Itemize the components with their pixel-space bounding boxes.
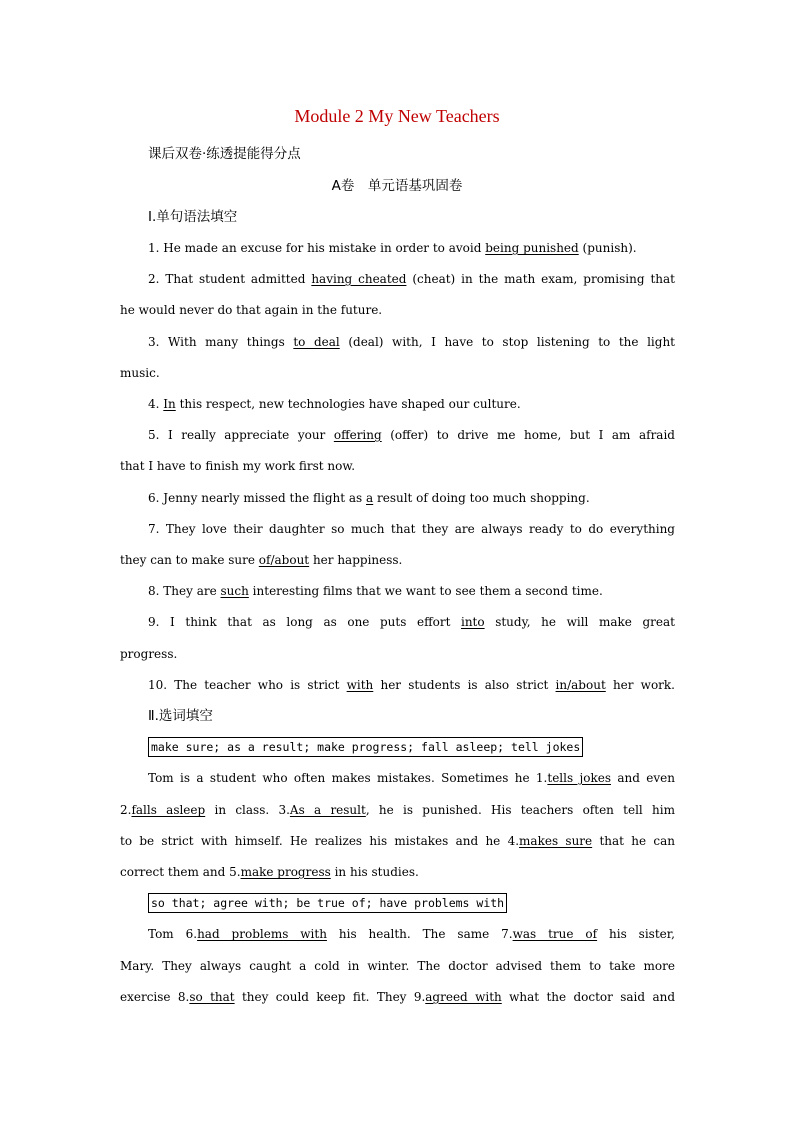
- answer: so that: [189, 990, 235, 1004]
- item-6: 6. Jenny nearly missed the flight as a result of doing too much shopping.: [148, 491, 590, 505]
- item-3: 3. With many things to deal (deal) with, I have to stop listening to the light: [148, 335, 676, 349]
- answer: being punished: [485, 241, 579, 255]
- passage2-line3: exercise 8.so that they could keep fit. They 9.agreed with what the doctor said and: [120, 990, 676, 1004]
- item-8: 8. They are such interesting films that we want to see them a second time.: [148, 584, 603, 598]
- item-5: 5. I really appreciate your offering (offer) to drive me home, but I am afraid: [148, 428, 675, 442]
- item-7-cont: they can to make sure of/about her happiness.: [120, 553, 403, 567]
- item-4: 4. In this respect, new technologies have shaped our culture.: [148, 397, 521, 411]
- item-7: 7. They love their daughter so much that they are always ready to do everything: [148, 522, 675, 536]
- answer: tells jokes: [547, 771, 611, 785]
- answer: As a result: [289, 803, 366, 817]
- item-9-cont: progress.: [120, 647, 178, 661]
- passage2-line1: Tom 6.had problems with his health. The same 7.was true of his sister,: [148, 927, 675, 941]
- answer: was true of: [512, 927, 598, 941]
- answer: of/about: [258, 553, 310, 567]
- item-9: 9. I think that as long as one puts effort into study, he will make great: [148, 615, 675, 629]
- answer: falls asleep: [131, 803, 206, 817]
- item-2: 2. That student admitted having cheated (cheat) in the math exam, promising that: [148, 272, 675, 286]
- page-title: Module 2 My New Teachers: [294, 106, 500, 126]
- section1-heading: Ⅰ.单句语法填空: [148, 209, 238, 225]
- subtitle: 课后双卷·练透提能得分点: [148, 146, 301, 162]
- item-5-cont: that I have to finish my work first now.: [120, 459, 356, 473]
- item-3-cont: music.: [120, 366, 160, 380]
- passage1-line2: 2.falls asleep in class. 3.As a result, he is punished. His teachers often tell him: [120, 803, 675, 817]
- answer: in/about: [555, 678, 606, 692]
- passage1-line1: Tom is a student who often makes mistakes. Sometimes he 1.tells jokes and even: [148, 771, 675, 785]
- answer: make progress: [240, 865, 331, 879]
- volume-heading: A卷 单元语基巩固卷: [331, 178, 463, 194]
- answer: having cheated: [311, 272, 407, 286]
- section2-heading: Ⅱ.选词填空: [148, 708, 213, 724]
- word-box-2: so that; agree with; be true of; have problems with: [148, 893, 507, 913]
- answer: In: [163, 397, 176, 411]
- passage2-line2: Mary. They always caught a cold in winter. The doctor advised them to take more: [120, 959, 675, 973]
- item-10: 10. The teacher who is strict with her students is also strict in/about her work.: [148, 678, 676, 692]
- answer: into: [460, 615, 485, 629]
- passage1-line4: correct them and 5.make progress in his studies.: [120, 865, 419, 879]
- answer: a: [366, 491, 374, 505]
- item-1: 1. He made an excuse for his mistake in order to avoid being punished (punish).: [148, 241, 637, 255]
- answer: agreed with: [425, 990, 502, 1004]
- answer: makes sure: [519, 834, 593, 848]
- answer: with: [346, 678, 374, 692]
- item-2-cont: he would never do that again in the future.: [120, 303, 383, 317]
- answer: to deal: [293, 335, 340, 349]
- answer: offering: [333, 428, 382, 442]
- answer: had problems with: [197, 927, 327, 941]
- answer: such: [220, 584, 249, 598]
- passage1-line3: to be strict with himself. He realizes his mistakes and he 4.makes sure that he can: [120, 834, 676, 848]
- word-box-1: make sure; as a result; make progress; fall asleep; tell jokes: [148, 737, 583, 757]
